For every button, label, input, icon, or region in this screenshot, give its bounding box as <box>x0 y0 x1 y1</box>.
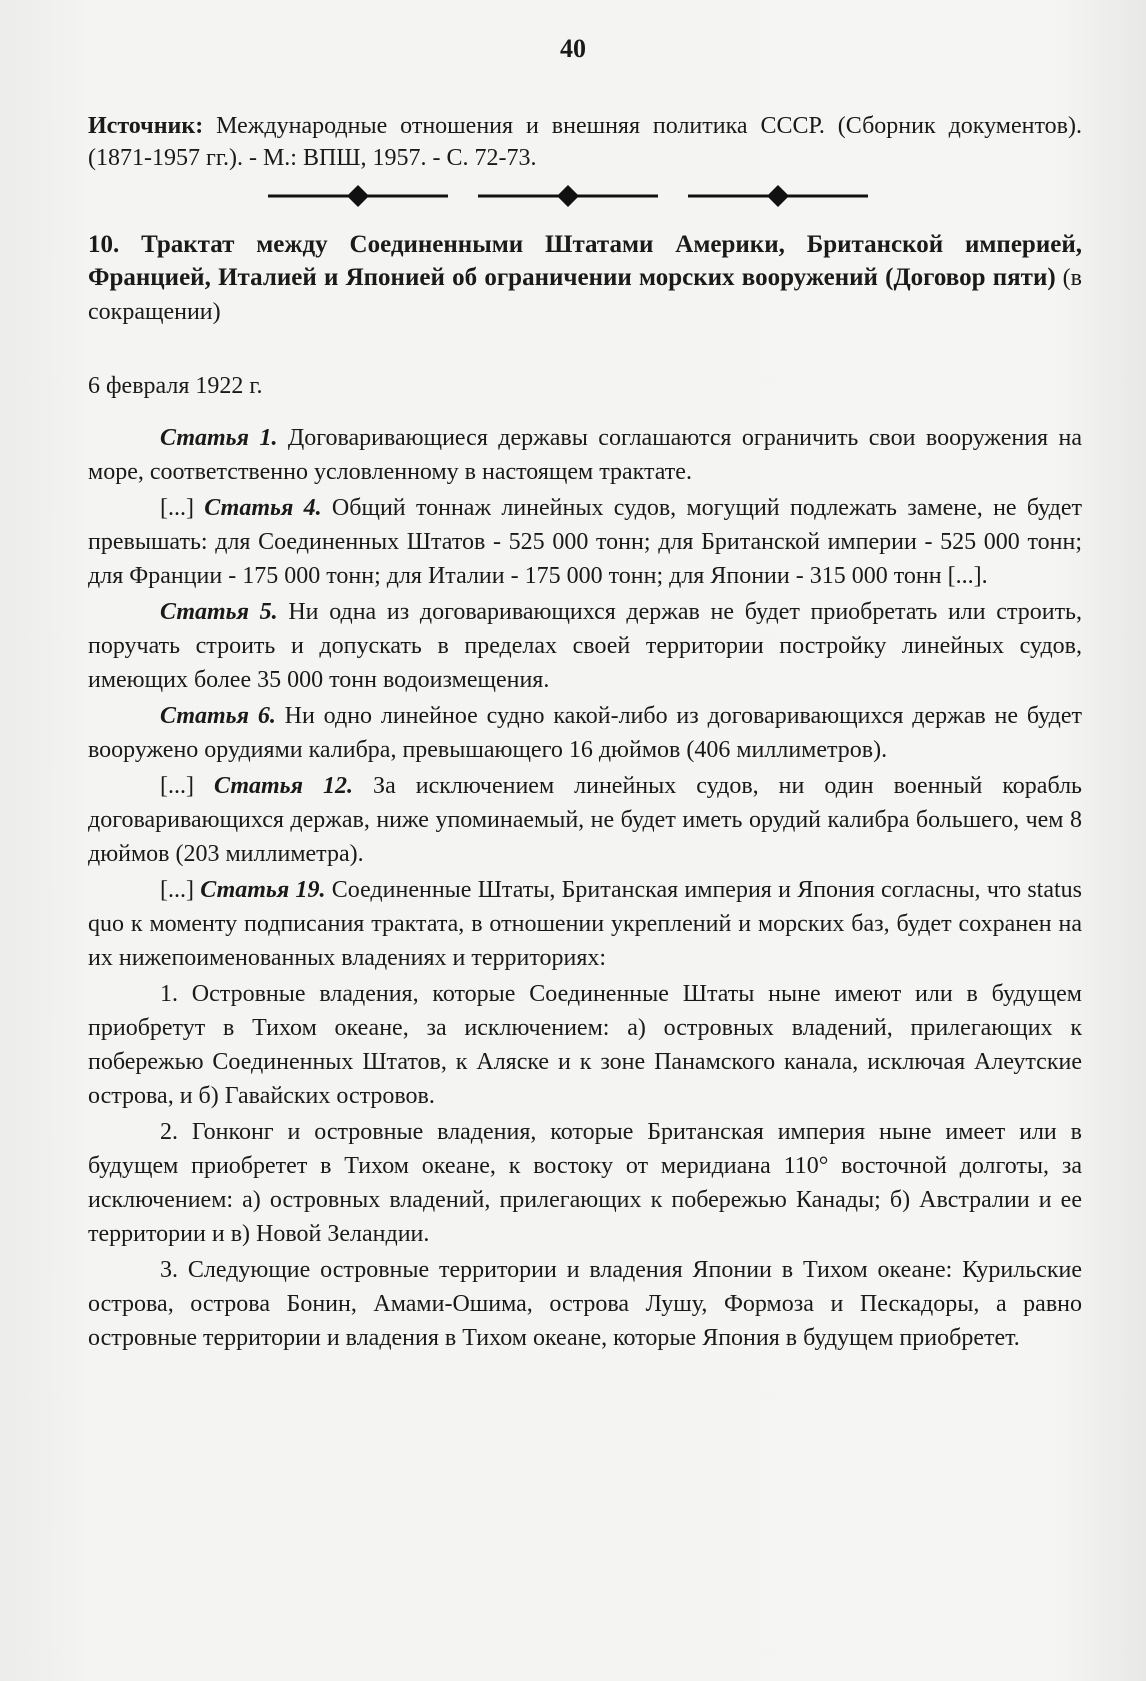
list-item: 2. Гонконг и островные владения, которые Британская империя ныне имеет или в будущем приобретет в Тихом океане, к востоку от меридиана 110° восточной долготы, за исключением: а) островных владений, прилегающих к побережью Канады; б) Австралии и ее территории и в) Новой Зеландии. <box>88 1119 1082 1247</box>
page-content <box>88 110 1082 1355</box>
article-text: Ни одно линейное судно какой-либо из договаривающихся держав не будет вооружено орудиями калибра, превышающего 16 дюймов (406 миллиметров). <box>88 703 1082 763</box>
article-label: Статья 4. <box>204 495 322 521</box>
article-label: Статья 19. <box>200 877 326 903</box>
article-6 <box>88 699 1082 767</box>
title-note: (в сокращении) <box>88 265 1082 325</box>
document-title <box>88 228 1082 329</box>
article-label: Статья 6. <box>160 703 276 729</box>
list-item: 1. Островные владения, которые Соединенные Штаты ныне имеют или в будущем приобретут в Тихом океане, за исключением: а) островных владений, прилегающих к побережью Соединенных Штатов, к Аляске и к зоне Панамского канала, исключая Алеутские острова, и б) Гавайских островов. <box>88 981 1082 1109</box>
article-label: Статья 1. <box>160 425 278 451</box>
article-text: Соединенные Штаты, Британская империя и Япония согласны, что status quo к моменту подписания трактата, в отношении укреплений и морских баз, будет сохранен на их нижепоименованных владениях и территориях: <box>88 877 1082 971</box>
article-4 <box>88 491 1082 593</box>
article-19-list <box>88 975 1082 1355</box>
document-date: 6 февраля 1922 г. <box>88 373 263 399</box>
article-label: Статья 5. <box>160 599 278 625</box>
diamond-rule-icon <box>268 184 908 208</box>
source-citation <box>88 110 1082 174</box>
article-text: Общий тоннаж линейных судов, могущий подлежать замене, не будет превышать: для Соединенных Штатов - 525 000 тонн; для Британской империи - 525 000 тонн; для Франции - 175 000 тонн; для Италии - 175 000 тонн; для Японии - 315 000 тонн [...]. <box>88 495 1083 589</box>
article-label: Статья 12. <box>214 773 354 799</box>
article-text: Договаривающиеся державы соглашаются ограничить свои вооружения на море, соответственно условленному в настоящем трактате. <box>88 425 1083 485</box>
article-prefix: [...] <box>160 877 201 903</box>
section-divider <box>88 180 1082 214</box>
title-main: 10. Трактат между Соединенными Штатами Америки, Британской империей, Францией, Италией и Японией об ограничении морских вооружений (Договор пяти) <box>88 231 1082 291</box>
article-12 <box>88 769 1082 871</box>
article-1 <box>88 421 1082 489</box>
article-text: За исключением линейных судов, ни один военный корабль договаривающихся держав, ниже упоминаемый, не будет иметь орудий калибра большего, чем 8 дюймов (203 миллиметра). <box>88 773 1082 867</box>
article-prefix: [...] <box>160 773 214 799</box>
source-label: Источник: <box>88 113 204 139</box>
article-19 <box>88 873 1082 975</box>
article-prefix: [...] <box>160 495 205 521</box>
source-text: Международные отношения и внешняя политика СССР. (Сборник документов). (1871-1957 гг.). - М.: ВПШ, 1957. - С. 72-73. <box>88 113 1082 171</box>
article-5 <box>88 595 1082 697</box>
article-text: Ни одна из договаривающихся держав не будет приобретать или строить, поручать строить и допускать в пределах своей территории постройку линейных судов, имеющих более 35 000 тонн водоизмещения. <box>88 599 1083 693</box>
list-item: 3. Следующие островные территории и владения Японии в Тихом океане: Курильские острова, острова Бонин, Амами-Ошима, острова Лушу, Формоза и Пескадоры, а равно островные территории и владения в Тихом океане, которые Япония в будущем приобретет. <box>88 1257 1082 1351</box>
page-number: 40 <box>560 34 586 63</box>
